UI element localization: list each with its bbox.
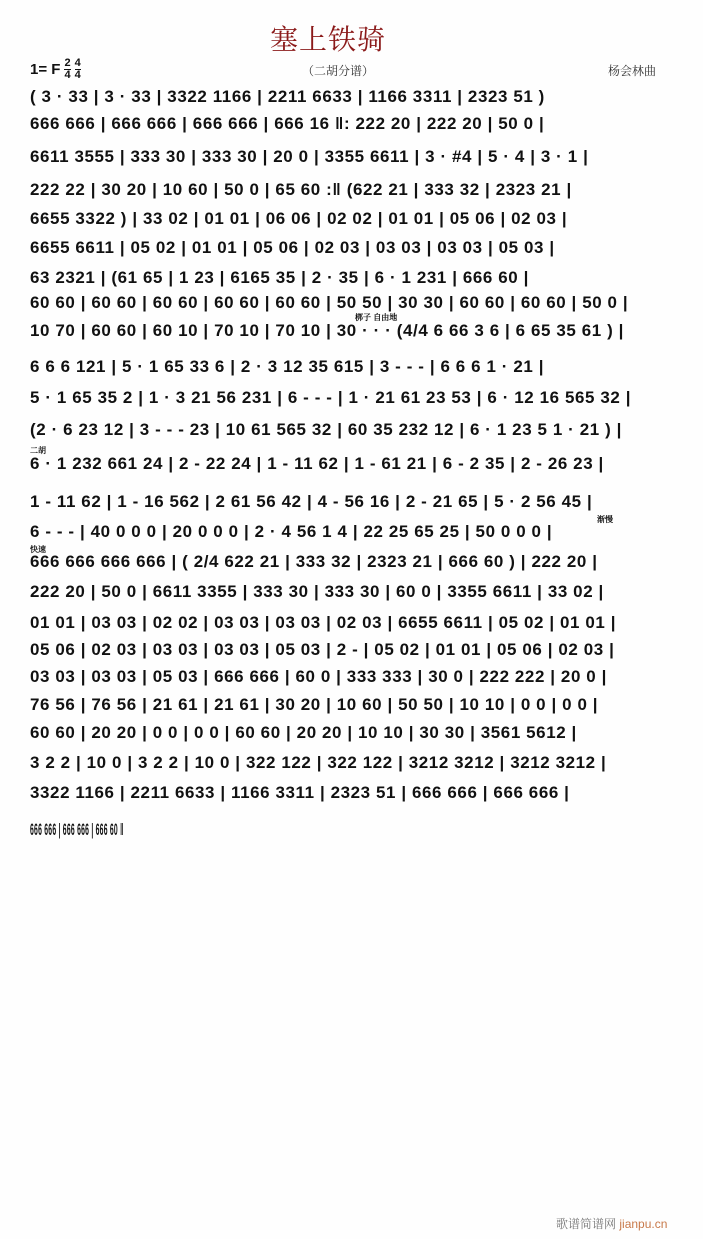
time-signature-2-4: $\frac{2}{4}$	[64, 57, 71, 81]
annotation-erhu: 二胡	[30, 446, 46, 455]
score-line-6: 6655 6611 | 05 02 | 01 01 | 05 06 | 02 03 | 03 03 | 03 03 | 05 03 |	[30, 238, 555, 257]
score-line-1: ( 3 · 33 | 3 · 33 | 3322 1166 | 2211 6633 | 1166 3311 | 2323 51 )	[30, 87, 545, 106]
score-line-13: 6 · 1 232 661 24 | 2 - 22 24 | 1 - 11 62 | 1 - 61 21 | 6 - 2 35 | 2 - 26 23 |	[30, 454, 604, 473]
watermark: 歌谱简谱网 jianpu.cn	[556, 1217, 668, 1231]
score-line-3: 6611 3555 | 333 30 | 333 30 | 20 0 | 3355 6611 | 3 · #4 | 5 · 4 | 3 · 1 |	[30, 147, 589, 166]
score-line-22: 60 60 | 20 20 | 0 0 | 0 0 | 60 60 | 20 20 | 10 10 | 30 30 | 3561 5612 |	[30, 723, 577, 742]
score-line-9: 10 70 | 60 60 | 60 10 | 70 10 | 70 10 | 30 · · · (4/4 6 66 3 6 | 6 65 35 61 ) |	[30, 321, 624, 340]
key-signature	[30, 58, 81, 81]
annotation-slow: 渐慢	[597, 515, 613, 524]
score-line-18: 01 01 | 03 03 | 02 02 | 03 03 | 03 03 | 02 03 | 6655 6611 | 05 02 | 01 01 |	[30, 613, 617, 632]
page-title: 塞上铁骑	[270, 23, 387, 56]
score-line-21: 76 56 | 76 56 | 21 61 | 21 61 | 30 20 | 10 60 | 50 50 | 10 10 | 0 0 | 0 0 |	[30, 695, 599, 714]
score-line-25: 666 666 | 666 666 | 666 60 ‖	[30, 820, 124, 839]
score-line-8: 60 60 | 60 60 | 60 60 | 60 60 | 60 60 | 50 50 | 30 30 | 60 60 | 60 60 | 50 0 |	[30, 293, 629, 312]
score-line-5: 6655 3322 ) | 33 02 | 01 01 | 06 06 | 02 02 | 01 01 | 05 06 | 02 03 |	[30, 209, 568, 228]
score-line-14: 1 - 11 62 | 1 - 16 562 | 2 61 56 42 | 4 - 56 16 | 2 - 21 65 | 5 · 2 56 45 |	[30, 492, 593, 511]
score-line-15: 6 - - - | 40 0 0 0 | 20 0 0 0 | 2 · 4 56 1 4 | 22 25 65 25 | 50 0 0 0 |	[30, 522, 553, 541]
key-label: 1= F	[30, 61, 61, 78]
score-line-17: 222 20 | 50 0 | 6611 3355 | 333 30 | 333 30 | 60 0 | 3355 6611 | 33 02 |	[30, 582, 604, 601]
score-line-12: (2 · 6 23 12 | 3 - - - 23 | 10 61 565 32 | 60 35 232 12 | 6 · 1 23 5 1 · 21 ) |	[30, 420, 622, 439]
subtitle: （二胡分谱）	[302, 64, 375, 78]
score-line-11: 5 · 1 65 35 2 | 1 · 3 21 56 231 | 6 - - - | 1 · 21 61 23 53 | 6 · 12 16 565 32 |	[30, 388, 632, 407]
score-line-19: 05 06 | 02 03 | 03 03 | 03 03 | 05 03 | 2 - | 05 02 | 01 01 | 05 06 | 02 03 |	[30, 640, 615, 659]
score-line-24: 3322 1166 | 2211 6633 | 1166 3311 | 2323 51 | 666 666 | 666 666 |	[30, 783, 570, 802]
composer: 杨会林曲	[608, 64, 657, 78]
score-line-16: 666 666 666 666 | ( 2/4 622 21 | 333 32 | 2323 21 | 666 60 ) | 222 20 |	[30, 552, 598, 571]
annotation-bangzi-free: 梆子 自由地	[355, 313, 398, 322]
score-line-20: 03 03 | 03 03 | 05 03 | 666 666 | 60 0 | 333 333 | 30 0 | 222 222 | 20 0 |	[30, 667, 607, 686]
annotation-fast: 快速	[30, 545, 46, 554]
score-line-2: 666 666 | 666 666 | 666 666 | 666 16 ‖: 222 20 | 222 20 | 50 0 |	[30, 114, 545, 133]
time-signature-4-4: $\frac{4}{4}$	[74, 57, 81, 81]
score-line-23: 3 2 2 | 10 0 | 3 2 2 | 10 0 | 322 122 | 322 122 | 3212 3212 | 3212 3212 |	[30, 753, 607, 772]
score-line-4: 222 22 | 30 20 | 10 60 | 50 0 | 65 60 :‖ (622 21 | 333 32 | 2323 21 |	[30, 180, 572, 199]
score-line-7: 63 2321 | (61 65 | 1 23 | 6165 35 | 2 · 35 | 6 · 1 231 | 666 60 |	[30, 268, 529, 287]
score-line-10: 6 6 6 121 | 5 · 1 65 33 6 | 2 · 3 12 35 615 | 3 - - - | 6 6 6 1 · 21 |	[30, 357, 545, 376]
